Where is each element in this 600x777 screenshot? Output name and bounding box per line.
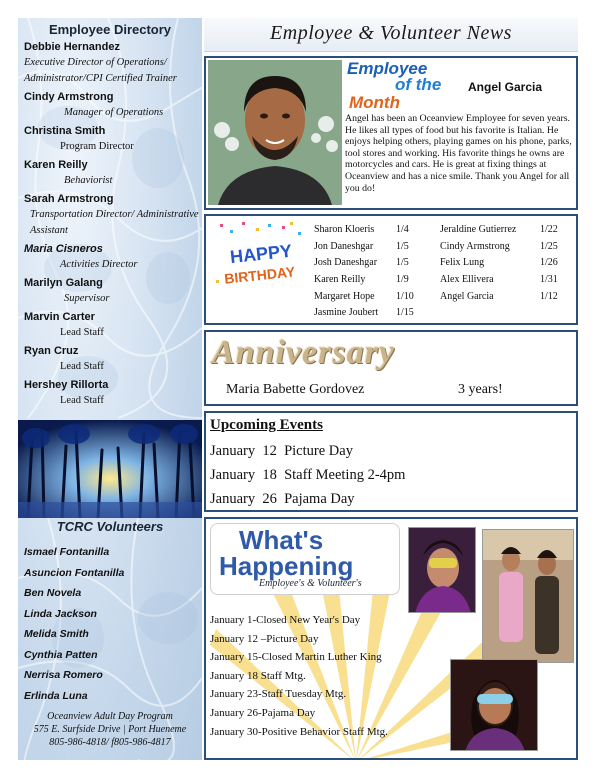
eom-logo-line2: of the [395,75,442,94]
happy-birthday-art [212,220,308,292]
birthday-date: 1/31 [540,274,558,286]
directory-entry [24,124,200,155]
happening-item: January 12 –Picture Day [210,632,319,645]
volunteer-name: Melida Smith [24,628,89,640]
whats-happening-logo-subtitle: Employee's & Volunteer's [259,578,362,589]
directory-role: Executive Director of Operations/ Administrator/CPI Certified Trainer [24,57,177,84]
directory-role: Lead Staff [60,395,104,406]
birthday-date: 1/4 [396,224,409,235]
directory-name: Sarah Armstrong [24,193,114,205]
employee-of-month-panel [204,56,578,210]
birthday-date: 1/12 [540,290,558,302]
directory-entry [24,242,200,273]
directory-name: Karen Reilly [24,159,88,171]
forest-painting-art [18,420,202,518]
forest-painting [18,420,202,518]
directory-entry [24,378,200,409]
birthday-date: 1/5 [396,257,409,269]
sidebar [18,18,202,760]
birthday-date: 1/22 [540,224,558,235]
directory-role: Transportation Director/ Administrative Assistant [30,209,199,236]
birthday-row [314,239,576,256]
upcoming-events-panel [204,411,578,512]
birthday-row [314,272,576,289]
directory-role: Supervisor [64,293,110,304]
volunteer-name: Nerrisa Romero [24,669,103,681]
event-item: January 26 Pajama Day [210,491,355,507]
directory-name: Debbie Hernandez [24,41,120,53]
birthday-art-line1: HAPPY [229,240,293,268]
employee-of-month-description: Angel has been an Oceanview Employee for seven years. He likes all types of food but his favorite is Italian. He enjoys helping others, playing games on his phone, parks, tool stores and working. His favorite things he owns are motorcycles and cars. He is great at fixing things at Oceanview and has a nice smile. Thank you Angel for all you do! [345,113,572,194]
directory-name: Hershey Rillorta [24,379,109,391]
volunteers-list [24,542,200,706]
newsletter-header [204,18,578,52]
birthday-name: Alex Ellivera [440,274,494,286]
directory-name: Ryan Cruz [24,345,79,357]
directory-entry [24,192,200,239]
party-photo-art [409,528,476,613]
happening-item: January 30-Positive Behavior Staff Mtg. [210,725,388,738]
whats-happening-logo-line1: What's [239,525,324,555]
birthday-date: 1/5 [396,240,409,252]
staff-pajama-photo-art [483,530,574,663]
happening-item: January 26-Pajama Day [210,706,316,719]
directory-title: Employee Directory [48,22,172,37]
directory-name: Marilyn Galang [24,277,103,289]
happy-birthday-graphic [212,220,308,292]
footer-phone: 805-986-4818/ f805-986-4817 [49,737,171,748]
birthday-date: 1/26 [540,257,558,269]
directory-role: Behaviorist [64,175,113,186]
eom-logo-line1: Employee [347,59,428,78]
staff-pajama-photo [482,529,574,663]
birthday-list [314,222,576,322]
happening-item: January 15-Closed Martin Luther King [210,651,382,664]
volunteer-name: Cynthia Patten [24,648,98,661]
whats-happening-logo-line2: Happening [219,551,354,581]
birthday-name: Sharon Kloeris [314,224,375,235]
happening-item: January 1-Closed New Year's Day [210,614,361,626]
directory-entry [24,276,200,307]
directory-entry [24,344,200,375]
birthday-row [314,222,576,239]
event-item: January 18 Staff Meeting 2-4pm [210,467,406,483]
party-photo [408,527,476,613]
newsletter-title: Employee & Volunteer News [270,22,512,44]
happening-list [210,611,388,741]
directory-role: Lead Staff [60,361,104,372]
birthday-date: 1/25 [540,240,558,252]
events-list [210,439,405,511]
birthday-name: Jon Daneshgar [314,240,374,252]
birthday-row [314,289,576,306]
events-title: Upcoming Events [210,417,323,433]
directory-name: Christina Smith [24,125,106,137]
volunteer-name: Asuncion Fontanilla [24,566,125,579]
birthday-name: Josh Daneshgar [314,257,378,269]
birthdays-panel [204,214,578,325]
directory-role: Activities Director [60,259,138,270]
directory-name: Cindy Armstrong [24,91,114,103]
footer-address [18,710,202,749]
employee-photo [208,60,342,205]
anniversary-name: Maria Babette Gordovez [226,382,365,397]
birthday-name: Jeraldine Gutierrez [440,224,517,235]
employee-portrait [208,60,342,205]
directory-entry [24,310,200,341]
footer-program-name: Oceanview Adult Day Program [47,711,173,722]
birthday-art-line2: BIRTHDAY [223,263,296,287]
footer-street: 575 E. Surfside Drive | Port Hueneme [33,724,187,735]
volunteer-name: Linda Jackson [24,607,97,620]
birthday-date: 1/15 [396,307,414,319]
volunteer-name: Ismael Fontanilla [24,546,110,558]
birthday-row [314,255,576,272]
birthday-date: 1/10 [396,290,414,302]
whats-happening-logo [210,523,400,595]
directory-entry [24,90,200,121]
birthday-name: Angel Garcia [440,290,494,302]
birthday-name: Felix Lung [440,257,485,269]
employee-of-month-logo [345,60,457,112]
birthday-name: Karen Reilly [314,274,366,286]
directory-name: Marvin Carter [24,311,95,323]
volunteer-name: Ben Novela [24,587,82,599]
directory-role: Manager of Operations [64,107,164,118]
birthday-name: Margaret Hope [314,290,375,302]
happening-item: January 23-Staff Tuesday Mtg. [210,688,347,701]
eom-logo-line3: Month [349,93,400,112]
directory-name: Maria Cisneros [24,243,103,255]
directory-entry [24,40,200,87]
directory-entry [24,158,200,189]
employee-of-month-name: Angel Garcia [468,80,543,94]
birthday-row [314,305,576,322]
anniversary-years: 3 years! [458,382,503,397]
volunteers-title: TCRC Volunteers [56,519,164,534]
new-year-photo-art [451,660,538,751]
directory-role: Lead Staff [60,327,104,338]
birthday-name: Jasmine Joubert [314,307,379,319]
anniversary-heading: Anniversary [212,334,395,371]
directory-role: Program Director [60,141,134,152]
volunteer-name: Erlinda Luna [24,689,88,702]
event-item: January 12 Picture Day [210,443,353,459]
whats-happening-panel [204,517,578,760]
happening-item: January 18 Staff Mtg. [210,669,306,682]
new-year-photo [450,659,538,751]
anniversary-panel [204,330,578,406]
birthday-date: 1/9 [396,274,409,286]
directory-list [24,40,200,412]
birthday-name: Cindy Armstrong [440,240,510,252]
